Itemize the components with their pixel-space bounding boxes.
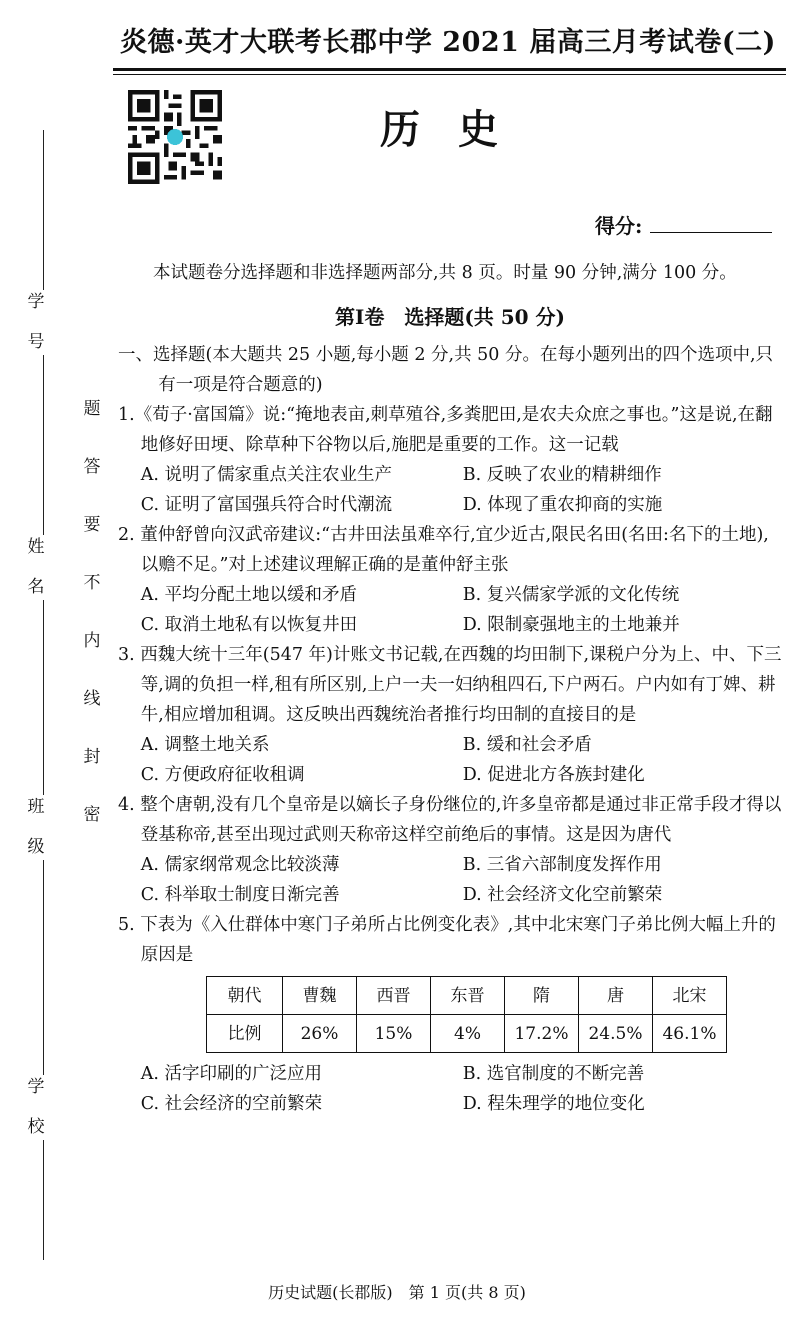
seal-line-text [80,380,104,844]
seal-char: 题 [83,399,101,419]
score-blank [650,232,772,233]
options [118,1059,782,1119]
table-cell: 曹魏 [283,977,357,1015]
seal-char: 封 [83,747,101,767]
ratio-table [206,976,727,1053]
margin-label-student-id [22,290,50,355]
question-3 [118,640,782,790]
margin-char: 班 [27,797,45,817]
seal-char: 内 [83,631,101,651]
margin-label-school [22,1075,50,1140]
seal-char: 线 [83,689,101,709]
seal-char: 密 [83,805,101,825]
table-header-row [207,977,727,1015]
question-stem: 3. 西魏大统十三年(547 年)计账文书记载,在西魏的均田制下,课税户分为上、中、下三等,调的负担一样,租有所区别,上户一夫一妇纳租四石,下户两石。户内如有丁婢、耕牛,相应增加租调。这反映出西魏统治者推行均田制的直接目的是 [118,645,782,725]
table-cell: 26% [283,1015,357,1053]
margin-label-name [22,535,50,600]
margin-char: 校 [27,1116,45,1137]
margin-label-class [22,795,50,860]
question-4 [118,790,782,910]
table-cell: 西晋 [357,977,431,1015]
seal-char: 要 [83,515,101,535]
margin-char: 姓 [27,537,45,557]
options [118,580,782,640]
option-d: D. 促进北方各族封建化 [462,765,645,785]
table-cell: 15% [357,1015,431,1053]
table-cell: 唐 [579,977,653,1015]
option-c: C. 取消土地私有以恢复井田 [140,615,358,635]
intro-text: 本试题卷分选择题和非选择题两部分,共 8 页。时量 90 分钟,满分 100 分。 [153,263,737,283]
table-cell: 4% [431,1015,505,1053]
option-d: D. 社会经济文化空前繁荣 [462,885,663,905]
option-b: B. 三省六部制度发挥作用 [462,855,662,875]
table-cell: 北宋 [653,977,727,1015]
option-a: A. 调整土地关系 [140,735,270,755]
subject-title: 历史 [380,106,536,153]
part-heading: 一、选择题(本大题共 25 小题,每小题 2 分,共 50 分。在每小题列出的四个选项中,只有一项是符合题意的) [118,345,774,395]
table-cell: 46.1% [653,1015,727,1053]
seal-char: 不 [83,573,101,593]
option-c: C. 社会经济的空前繁荣 [140,1094,323,1114]
page-footer: 历史试题(长郡版) 第 1 页(共 8 页) [268,1283,526,1302]
question-1 [118,400,782,520]
options [118,850,782,910]
option-b: B. 选官制度的不断完善 [462,1064,645,1084]
options [118,730,782,790]
option-b: B. 缓和社会矛盾 [462,735,592,755]
qr-code-icon [128,90,222,184]
header-rule [113,68,786,71]
question-stem: 2. 董仲舒曾向汉武帝建议:“古井田法虽难卒行,宜少近古,限民名田(名田:名下的土地),以赡不足。”对上述建议理解正确的是董仲舒主张 [118,525,769,575]
option-b: B. 复兴儒家学派的文化传统 [462,585,680,605]
option-b: B. 反映了农业的精耕细作 [462,465,662,485]
margin-char: 学 [27,1077,45,1097]
option-c: C. 方便政府征收租调 [140,765,305,785]
header-rule-thin [113,74,786,75]
option-d: D. 体现了重农抑商的实施 [462,495,663,515]
table-cell: 17.2% [505,1015,579,1053]
option-a: A. 平均分配土地以缓和矛盾 [140,585,358,605]
table-cell: 比例 [207,1015,283,1053]
table-row [207,1015,727,1053]
table-cell: 24.5% [579,1015,653,1053]
margin-char: 名 [27,576,45,597]
question-stem: 5. 下表为《入仕群体中寒门子弟所占比例变化表》,其中北宋寒门子弟比例大幅上升的原因是 [118,915,776,965]
option-a: A. 儒家纲常观念比较淡薄 [140,855,340,875]
table-cell: 隋 [505,977,579,1015]
margin-char: 级 [27,836,45,857]
option-a: A. 活字印刷的广泛应用 [140,1064,323,1084]
section-title: 第Ⅰ卷 选择题(共 50 分) [334,305,566,329]
option-d: D. 限制豪强地主的土地兼并 [462,615,680,635]
question-5 [118,910,782,1119]
exam-content [118,258,782,1119]
margin-char: 学 [27,292,45,312]
option-c: C. 证明了富国强兵符合时代潮流 [140,495,393,515]
question-2 [118,520,782,640]
margin-char: 号 [27,331,45,352]
options [118,460,782,520]
option-d: D. 程朱理学的地位变化 [462,1094,645,1114]
table-cell: 东晋 [431,977,505,1015]
question-stem: 1.《荀子·富国篇》说:“掩地表亩,刺草殖谷,多粪肥田,是农夫众庶之事也。”这是说,在翻地修好田埂、除草种下谷物以后,施肥是重要的工作。这一记载 [118,405,773,455]
score-label: 得分: [595,214,643,238]
option-a: A. 说明了儒家重点关注农业生产 [140,465,393,485]
question-stem: 4. 整个唐朝,没有几个皇帝是以嫡长子身份继位的,许多皇帝都是通过非正常手段才得以登基称帝,甚至出现过武则天称帝这样空前绝后的事情。这是因为唐代 [118,795,782,845]
table-cell: 朝代 [207,977,283,1015]
seal-char: 答 [83,457,101,477]
exam-title: 炎德·英才大联考长郡中学 2021 届高三月考试卷(二) [120,27,776,58]
option-c: C. 科举取士制度日渐完善 [140,885,340,905]
